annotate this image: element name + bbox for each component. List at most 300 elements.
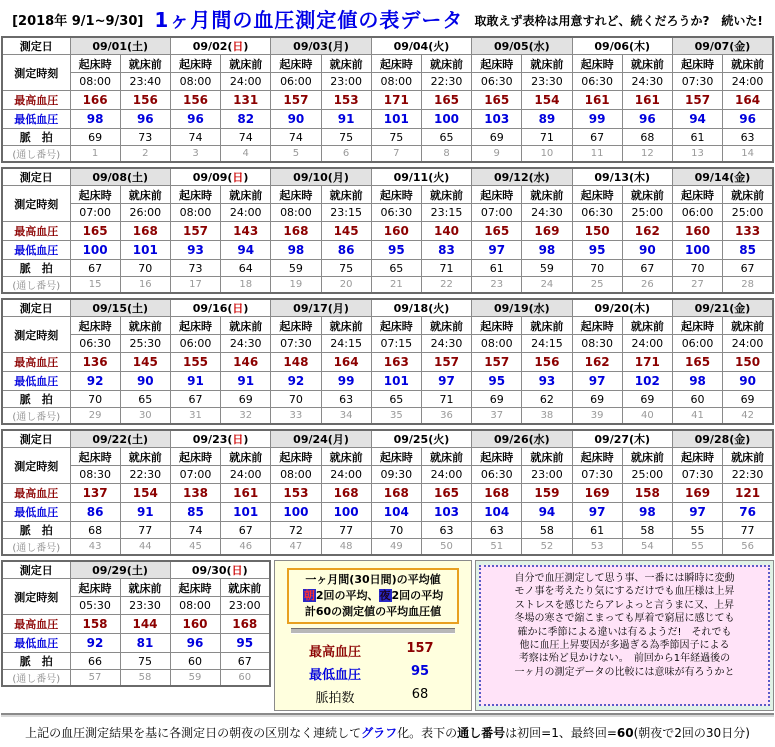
time-header-wake: 起床時 (572, 55, 622, 73)
comment-box (479, 565, 770, 706)
pulse-value: 58 (622, 522, 672, 539)
diastolic-value: 93 (170, 241, 220, 260)
systolic-value: 133 (723, 222, 773, 241)
systolic-value: 171 (371, 91, 421, 110)
diastolic-value: 100 (321, 503, 371, 522)
pulse-value: 74 (221, 129, 271, 146)
diastolic-value: 94 (221, 241, 271, 260)
pulse-value: 67 (572, 129, 622, 146)
footer-text-2: 化。表下の (397, 726, 458, 740)
systolic-value: 131 (221, 91, 271, 110)
average-diastolic-row (281, 664, 465, 683)
average-desc-line3: 計60の測定値の平均血圧値 (304, 605, 442, 618)
diastolic-value: 99 (321, 372, 371, 391)
time-header-bed: 就床前 (120, 448, 170, 466)
systolic-value: 158 (70, 615, 120, 634)
serial-number: 51 (472, 539, 522, 556)
serial-number: 3 (170, 146, 220, 163)
serial-number: 48 (321, 539, 371, 556)
diastolic-value: 96 (723, 110, 773, 129)
date-cell: 09/13(木) (572, 168, 672, 186)
row-label-time: 測定時刻 (2, 579, 70, 615)
row-label-systolic: 最高血圧 (2, 615, 70, 634)
pulse-value: 67 (70, 260, 120, 277)
serial-number: 36 (421, 408, 471, 425)
diastolic-value: 103 (472, 110, 522, 129)
serial-number: 42 (723, 408, 773, 425)
date-cell: 09/23(日) (170, 430, 270, 448)
serial-number: 59 (170, 670, 220, 687)
date-cell: 09/20(木) (572, 299, 672, 317)
time-header-wake: 起床時 (572, 186, 622, 204)
pulse-value: 75 (321, 260, 371, 277)
average-description-box (287, 568, 459, 624)
time-header-bed: 就床前 (321, 55, 371, 73)
serial-number: 27 (672, 277, 722, 294)
serial-number: 16 (120, 277, 170, 294)
pulse-value: 61 (672, 129, 722, 146)
systolic-value: 157 (271, 91, 321, 110)
diastolic-value: 102 (622, 372, 672, 391)
bottom-row (1, 560, 774, 711)
systolic-value: 158 (622, 484, 672, 503)
pulse-value: 60 (672, 391, 722, 408)
row-label-diastolic: 最低血圧 (2, 372, 70, 391)
date-cell: 09/28(金) (672, 430, 773, 448)
systolic-value: 165 (472, 91, 522, 110)
serial-number: 1 (70, 146, 120, 163)
systolic-value: 138 (170, 484, 220, 503)
time-value: 23:00 (321, 73, 371, 91)
time-value: 06:30 (70, 335, 120, 353)
diastolic-value: 95 (220, 634, 270, 653)
time-value: 06:30 (472, 466, 522, 484)
time-header-wake: 起床時 (271, 317, 321, 335)
sunday-char: 日 (231, 564, 243, 577)
comment-line: モノ事を考えたり気にするだけでも血圧様は上昇 (514, 586, 735, 598)
time-header-wake: 起床時 (70, 579, 120, 597)
date-cell: 09/22(土) (70, 430, 170, 448)
time-header-bed: 就床前 (221, 317, 271, 335)
systolic-value: 169 (522, 222, 572, 241)
time-header-wake: 起床時 (672, 55, 722, 73)
pulse-value: 67 (170, 391, 220, 408)
footer-caption (1, 722, 774, 747)
time-value: 25:30 (120, 335, 170, 353)
diastolic-value: 96 (120, 110, 170, 129)
diastolic-value: 96 (170, 634, 220, 653)
pulse-value: 65 (421, 129, 471, 146)
row-label-diastolic: 最低血圧 (2, 503, 70, 522)
time-header-wake: 起床時 (170, 448, 220, 466)
time-header-bed: 就床前 (522, 186, 572, 204)
pulse-value: 70 (572, 260, 622, 277)
serial-number: 20 (321, 277, 371, 294)
bp-week-table (1, 429, 774, 556)
serial-number: 12 (622, 146, 672, 163)
time-header-bed: 就床前 (622, 448, 672, 466)
serial-number: 23 (472, 277, 522, 294)
pulse-value: 60 (170, 653, 220, 670)
systolic-value: 169 (572, 484, 622, 503)
time-header-wake: 起床時 (371, 186, 421, 204)
row-label-date: 測定日 (2, 37, 70, 55)
pulse-value: 74 (170, 522, 220, 539)
diastolic-value: 100 (421, 110, 471, 129)
time-value: 23:00 (220, 597, 270, 615)
diastolic-value: 91 (321, 110, 371, 129)
date-cell: 09/27(木) (572, 430, 672, 448)
average-desc-line2-text2: 2回の平均 (391, 589, 444, 602)
diastolic-value: 97 (572, 503, 622, 522)
serial-number: 28 (723, 277, 773, 294)
pulse-value: 59 (522, 260, 572, 277)
systolic-value: 165 (421, 91, 471, 110)
graph-link[interactable]: グラフ (361, 726, 398, 740)
row-label-pulse: 脈 拍 (2, 391, 70, 408)
time-header-wake: 起床時 (70, 317, 120, 335)
serial-number: 32 (221, 408, 271, 425)
systolic-value: 162 (622, 222, 672, 241)
systolic-value: 168 (271, 222, 321, 241)
row-label-serial: (通し番号) (2, 670, 70, 687)
serial-number: 34 (321, 408, 371, 425)
time-value: 24:00 (221, 73, 271, 91)
pulse-value: 59 (271, 260, 321, 277)
pulse-value: 67 (622, 260, 672, 277)
time-value: 08:00 (271, 204, 321, 222)
row-label-serial: (通し番号) (2, 146, 70, 163)
serial-number: 50 (421, 539, 471, 556)
pulse-value: 65 (371, 260, 421, 277)
diastolic-value: 101 (221, 503, 271, 522)
diastolic-value: 101 (120, 241, 170, 260)
systolic-value: 160 (170, 615, 220, 634)
time-header-wake: 起床時 (70, 186, 120, 204)
serial-number: 37 (472, 408, 522, 425)
time-header-bed: 就床前 (522, 317, 572, 335)
time-value: 25:00 (622, 204, 672, 222)
diastolic-value: 96 (170, 110, 220, 129)
time-header-bed: 就床前 (421, 448, 471, 466)
time-value: 23:40 (120, 73, 170, 91)
serial-number: 13 (672, 146, 722, 163)
date-cell: 09/10(月) (271, 168, 371, 186)
time-header-wake: 起床時 (572, 317, 622, 335)
systolic-value: 168 (472, 484, 522, 503)
row-label-date: 測定日 (2, 299, 70, 317)
serial-number: 45 (170, 539, 220, 556)
row-label-time: 測定時刻 (2, 55, 70, 91)
diastolic-value: 91 (170, 372, 220, 391)
pulse-value: 67 (221, 522, 271, 539)
time-value: 06:00 (271, 73, 321, 91)
time-header-bed: 就床前 (622, 55, 672, 73)
serial-number: 2 (120, 146, 170, 163)
systolic-value: 157 (170, 222, 220, 241)
diastolic-value: 93 (522, 372, 572, 391)
time-header-bed: 就床前 (421, 55, 471, 73)
time-value: 06:30 (371, 204, 421, 222)
time-header-bed: 就床前 (622, 186, 672, 204)
diastolic-value: 85 (723, 241, 773, 260)
time-header-bed: 就床前 (221, 186, 271, 204)
systolic-value: 159 (522, 484, 572, 503)
diastolic-value: 103 (421, 503, 471, 522)
diastolic-value: 92 (70, 634, 120, 653)
bp-week-table (1, 298, 774, 425)
systolic-value: 168 (220, 615, 270, 634)
row-label-serial: (通し番号) (2, 277, 70, 294)
time-value: 24:30 (221, 335, 271, 353)
systolic-value: 150 (572, 222, 622, 241)
time-header-wake: 起床時 (672, 186, 722, 204)
systolic-value: 161 (221, 484, 271, 503)
serial-number: 47 (271, 539, 321, 556)
pulse-value: 70 (120, 260, 170, 277)
time-header-wake: 起床時 (271, 448, 321, 466)
systolic-value: 157 (672, 91, 722, 110)
time-header-bed: 就床前 (321, 448, 371, 466)
row-label-serial: (通し番号) (2, 408, 70, 425)
serial-number: 53 (572, 539, 622, 556)
systolic-value: 154 (522, 91, 572, 110)
average-systolic-row (281, 641, 465, 660)
diastolic-value: 98 (622, 503, 672, 522)
time-header-bed: 就床前 (120, 186, 170, 204)
time-value: 24:00 (321, 466, 371, 484)
time-value: 08:30 (70, 466, 120, 484)
pulse-value: 69 (221, 391, 271, 408)
diastolic-value: 95 (472, 372, 522, 391)
date-cell: 09/05(水) (472, 37, 572, 55)
time-value: 25:00 (723, 204, 773, 222)
row-label-time: 測定時刻 (2, 186, 70, 222)
diastolic-value: 91 (221, 372, 271, 391)
time-value: 07:30 (572, 466, 622, 484)
pulse-value: 55 (672, 522, 722, 539)
average-systolic-value: 157 (406, 641, 434, 656)
date-cell: 09/17(月) (271, 299, 371, 317)
time-header-wake: 起床時 (371, 317, 421, 335)
diastolic-value: 100 (672, 241, 722, 260)
diastolic-value: 90 (271, 110, 321, 129)
systolic-value: 161 (572, 91, 622, 110)
time-value: 08:00 (371, 73, 421, 91)
time-value: 08:00 (70, 73, 120, 91)
date-cell: 09/12(水) (472, 168, 572, 186)
serial-number: 14 (723, 146, 773, 163)
time-value: 08:00 (170, 204, 220, 222)
average-desc-line2-text1: 2回の平均、 (315, 589, 379, 602)
diastolic-value: 98 (672, 372, 722, 391)
time-value: 06:00 (170, 335, 220, 353)
systolic-value: 164 (321, 353, 371, 372)
title-note: 取敢えず表枠は用意すれど、続くだろうか? 続いた! (474, 14, 763, 28)
pulse-value: 68 (622, 129, 672, 146)
time-value: 06:30 (572, 204, 622, 222)
row-label-time: 測定時刻 (2, 448, 70, 484)
systolic-value: 153 (321, 91, 371, 110)
pulse-value: 71 (522, 129, 572, 146)
time-value: 07:00 (170, 466, 220, 484)
time-value: 23:30 (522, 73, 572, 91)
pulse-value: 61 (472, 260, 522, 277)
average-diastolic-label: 最低血圧 (308, 668, 361, 683)
footer-last-number: 60 (616, 726, 634, 740)
sunday-char: 日 (232, 40, 244, 53)
date-cell: 09/30(日) (170, 561, 270, 579)
serial-number: 10 (522, 146, 572, 163)
systolic-value: 143 (221, 222, 271, 241)
serial-number: 52 (522, 539, 572, 556)
pulse-value: 58 (522, 522, 572, 539)
systolic-value: 171 (622, 353, 672, 372)
title-date-range: [2018年 9/1~9/30] (12, 14, 144, 29)
pulse-value: 72 (271, 522, 321, 539)
diastolic-value: 97 (572, 372, 622, 391)
diastolic-value: 89 (522, 110, 572, 129)
date-cell: 09/25(火) (371, 430, 471, 448)
diastolic-value: 91 (120, 503, 170, 522)
systolic-value: 156 (522, 353, 572, 372)
row-label-systolic: 最高血圧 (2, 91, 70, 110)
comment-line: 考察は殆ど見かけない。 前回から1年経過後の (518, 653, 731, 665)
footer-text-1: 上記の血圧測定結果を基に各測定日の朝夜の区別なく連続して (25, 726, 362, 740)
time-value: 09:30 (371, 466, 421, 484)
systolic-value: 153 (271, 484, 321, 503)
serial-number: 17 (170, 277, 220, 294)
time-value: 24:30 (522, 204, 572, 222)
diastolic-value: 95 (371, 241, 421, 260)
systolic-value: 154 (120, 484, 170, 503)
date-cell: 09/04(火) (371, 37, 471, 55)
time-header-bed: 就床前 (421, 317, 471, 335)
time-value: 23:15 (321, 204, 371, 222)
systolic-value: 144 (120, 615, 170, 634)
time-value: 24:15 (321, 335, 371, 353)
serial-number: 44 (120, 539, 170, 556)
serial-number: 30 (120, 408, 170, 425)
serial-number: 9 (472, 146, 522, 163)
diastolic-value: 90 (723, 372, 773, 391)
time-header-wake: 起床時 (572, 448, 622, 466)
serial-number: 56 (723, 539, 773, 556)
systolic-value: 157 (421, 353, 471, 372)
serial-number: 55 (672, 539, 722, 556)
row-label-diastolic: 最低血圧 (2, 634, 70, 653)
time-header-wake: 起床時 (271, 186, 321, 204)
date-cell: 09/18(火) (371, 299, 471, 317)
serial-number: 33 (271, 408, 321, 425)
time-header-bed: 就床前 (221, 448, 271, 466)
pulse-value: 74 (170, 129, 220, 146)
diastolic-value: 98 (522, 241, 572, 260)
time-value: 23:30 (120, 597, 170, 615)
time-value: 07:00 (472, 204, 522, 222)
time-value: 08:00 (170, 597, 220, 615)
time-header-wake: 起床時 (170, 55, 220, 73)
time-header-bed: 就床前 (321, 186, 371, 204)
systolic-value: 161 (622, 91, 672, 110)
serial-number: 25 (572, 277, 622, 294)
time-value: 23:00 (522, 466, 572, 484)
systolic-value: 140 (421, 222, 471, 241)
diastolic-value: 94 (522, 503, 572, 522)
systolic-value: 156 (120, 91, 170, 110)
time-value: 07:30 (672, 466, 722, 484)
time-header-wake: 起床時 (70, 448, 120, 466)
diastolic-value: 97 (672, 503, 722, 522)
row-label-pulse: 脈 拍 (2, 522, 70, 539)
time-value: 22:30 (723, 466, 773, 484)
serial-number: 11 (572, 146, 622, 163)
serial-number: 15 (70, 277, 120, 294)
serial-number: 8 (421, 146, 471, 163)
time-value: 08:00 (170, 73, 220, 91)
serial-number: 49 (371, 539, 421, 556)
serial-number: 46 (221, 539, 271, 556)
comment-line: ストレスを感じたらアレよっと言うまに又、上昇 (514, 599, 735, 611)
average-pulse-row (281, 687, 465, 706)
row-label-diastolic: 最低血圧 (2, 110, 70, 129)
serial-number: 29 (70, 408, 120, 425)
time-value: 08:30 (572, 335, 622, 353)
bp-week-table (1, 167, 774, 294)
time-value: 05:30 (70, 597, 120, 615)
comment-line: 冬場の寒さで縮こまっても厚着で窮屈に感じても (514, 613, 735, 625)
date-cell: 09/21(金) (672, 299, 773, 317)
serial-number: 57 (70, 670, 120, 687)
diastolic-value: 97 (421, 372, 471, 391)
systolic-value: 137 (70, 484, 120, 503)
pulse-value: 69 (472, 129, 522, 146)
systolic-value: 168 (321, 484, 371, 503)
comment-panel (475, 560, 774, 711)
week5-slot (1, 560, 271, 711)
week-tables-container (1, 36, 774, 556)
pulse-value: 70 (271, 391, 321, 408)
time-header-bed: 就床前 (321, 317, 371, 335)
time-header-bed: 就床前 (522, 55, 572, 73)
systolic-value: 160 (672, 222, 722, 241)
date-cell: 09/24(月) (271, 430, 371, 448)
diastolic-value: 92 (271, 372, 321, 391)
pulse-value: 71 (421, 391, 471, 408)
average-systolic-label: 最高血圧 (308, 645, 361, 660)
bp-week-table (1, 560, 271, 687)
systolic-value: 146 (221, 353, 271, 372)
diastolic-value: 104 (472, 503, 522, 522)
systolic-value: 160 (371, 222, 421, 241)
systolic-value: 166 (70, 91, 120, 110)
time-value: 22:30 (120, 466, 170, 484)
time-header-bed: 就床前 (622, 317, 672, 335)
diastolic-value: 100 (70, 241, 120, 260)
time-header-wake: 起床時 (472, 448, 522, 466)
sunday-char: 日 (232, 433, 244, 446)
date-cell: 09/06(木) (572, 37, 672, 55)
time-value: 24:00 (221, 204, 271, 222)
comment-line: 一ヶ月の測定データの比較には意味が有ろうかと (514, 666, 735, 678)
systolic-value: 150 (723, 353, 773, 372)
diastolic-value: 101 (371, 372, 421, 391)
time-value: 06:00 (672, 335, 722, 353)
pulse-value: 67 (723, 260, 773, 277)
date-cell: 09/07(金) (672, 37, 773, 55)
row-label-systolic: 最高血圧 (2, 484, 70, 503)
row-label-diastolic: 最低血圧 (2, 241, 70, 260)
